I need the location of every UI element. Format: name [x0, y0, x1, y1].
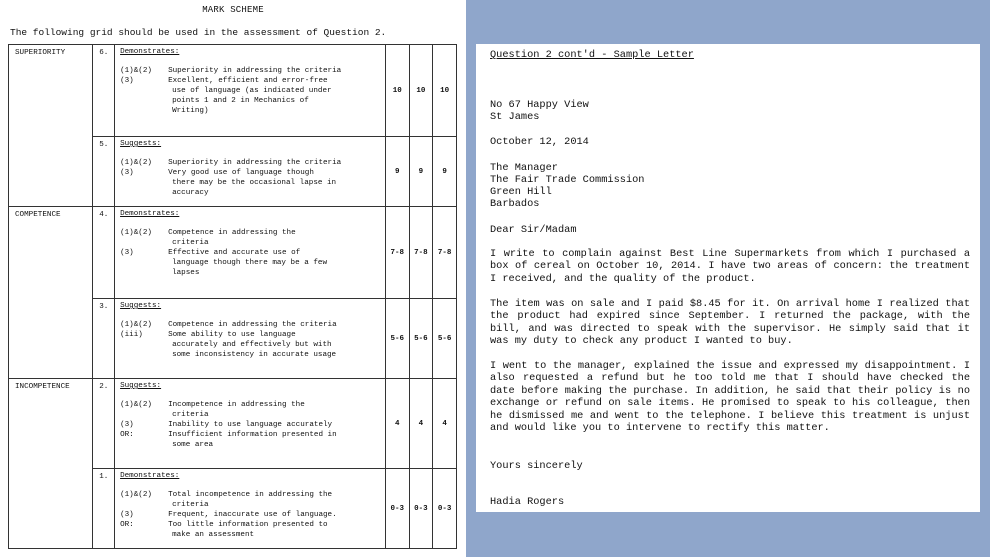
descriptor-line — [120, 248, 382, 258]
descriptor-line — [120, 76, 382, 86]
criteria-tag: (1)&(2) — [120, 321, 152, 329]
criteria-tag — [120, 440, 168, 450]
descriptor-line — [120, 510, 382, 520]
criteria-tag — [120, 96, 168, 106]
criteria-text: Inability to use language accurately — [168, 421, 333, 429]
grid-score: 7-8 — [409, 207, 433, 299]
criteria-text: criteria — [172, 239, 209, 247]
criteria-text: some inconsistency in accurate usage — [172, 351, 337, 359]
grid-score: 9 — [409, 137, 433, 207]
criteria-tag — [120, 350, 168, 360]
criteria-tag — [120, 530, 168, 540]
criteria-text: criteria — [172, 411, 209, 419]
criteria-tag — [120, 340, 168, 350]
descriptor-line — [120, 158, 382, 168]
criteria-text: Too little information presented to — [168, 521, 328, 529]
criteria-tag — [120, 106, 168, 116]
grid-score: 5-6 — [409, 299, 433, 379]
descriptor-line — [120, 430, 382, 440]
criteria-tag: OR: — [120, 431, 134, 439]
letter-panel — [466, 0, 990, 557]
criteria-text: Superiority in addressing the criteria — [168, 159, 342, 167]
mark-scheme-panel — [0, 0, 466, 557]
grid-level: 3. — [93, 299, 115, 379]
grid-row — [9, 45, 457, 137]
criteria-text: accurately and effectively but with — [172, 341, 332, 349]
descriptor-line — [120, 238, 382, 248]
descriptor-line — [120, 188, 382, 198]
descriptor-line — [120, 86, 382, 96]
descriptor-heading: Suggests: — [120, 302, 162, 310]
grid-score: 0-3 — [433, 469, 457, 549]
criteria-tag — [120, 238, 168, 248]
descriptor-line — [120, 96, 382, 106]
criteria-text: Incompetence in addressing the — [168, 401, 305, 409]
grid-level: 6. — [93, 45, 115, 137]
descriptor-heading: Demonstrates: — [120, 48, 180, 56]
grid-score: 10 — [409, 45, 433, 137]
descriptor-line — [120, 420, 382, 430]
descriptor-line — [120, 258, 382, 268]
criteria-tag: (1)&(2) — [120, 229, 152, 237]
sample-letter — [476, 44, 980, 512]
descriptor-line — [120, 106, 382, 116]
criteria-tag — [120, 500, 168, 510]
criteria-tag — [120, 258, 168, 268]
mark-scheme-intro: The following grid should be used in the assessment of Question 2. — [10, 27, 387, 38]
criteria-tag — [120, 86, 168, 96]
descriptor-line — [120, 320, 382, 330]
body-paragraph: The item was on sale and I paid $8.45 for it. On arrival home I realized that the product had expired since September. I returned the package, with the bill, and was directed to speak with the supervisor. He simply said that it was my duty to check any product I wanted to buy. — [490, 298, 970, 348]
grid-level: 1. — [93, 469, 115, 549]
criteria-text: language though there may be a few — [172, 259, 328, 267]
grid-score: 5-6 — [433, 299, 457, 379]
criteria-text: Writing) — [172, 107, 209, 115]
descriptor-line — [120, 350, 382, 360]
grid-category: COMPETENCE — [9, 207, 93, 379]
descriptor-line — [120, 410, 382, 420]
grid-score: 4 — [409, 379, 433, 469]
grid-level: 4. — [93, 207, 115, 299]
grid-score: 5-6 — [385, 299, 409, 379]
grid-descriptor — [115, 299, 386, 379]
body-paragraph: I write to complain against Best Line Supermarkets from which I purchased a box of cereal on October 10, 2014. I have two areas of concern: the treatment I received, and the quality of the product. — [490, 248, 970, 285]
criteria-tag: (1)&(2) — [120, 401, 152, 409]
criteria-text: lapses — [172, 269, 200, 277]
criteria-text: criteria — [172, 501, 209, 509]
grid-score: 4 — [385, 379, 409, 469]
descriptor-line — [120, 178, 382, 188]
descriptor-line — [120, 168, 382, 178]
criteria-text: Excellent, efficient and error-free — [168, 77, 328, 85]
recipient-line: Barbados — [490, 198, 540, 210]
closing: Yours sincerely — [490, 460, 583, 472]
criteria-tag: (3) — [120, 421, 134, 429]
criteria-text: make an assessment — [172, 531, 255, 539]
sender-address-line: St James — [490, 111, 540, 123]
criteria-tag: (3) — [120, 511, 134, 519]
criteria-text: use of language (as indicated under — [172, 87, 332, 95]
criteria-tag — [120, 268, 168, 278]
signature: Hadia Rogers — [490, 496, 565, 508]
descriptor-heading: Suggests: — [120, 140, 162, 148]
grid-descriptor — [115, 469, 386, 549]
grid-descriptor — [115, 45, 386, 137]
criteria-tag — [120, 178, 168, 188]
grid-score: 0-3 — [409, 469, 433, 549]
grid-score: 7-8 — [385, 207, 409, 299]
criteria-text: Effective and accurate use of — [168, 249, 301, 257]
criteria-tag — [120, 188, 168, 198]
grid-level: 2. — [93, 379, 115, 469]
grid-score: 10 — [385, 45, 409, 137]
grid-category: INCOMPETENCE — [9, 379, 93, 549]
mark-scheme-title: MARK SCHEME — [202, 5, 264, 15]
grid-row — [9, 379, 457, 469]
grid-category: SUPERIORITY — [9, 45, 93, 207]
grid-descriptor — [115, 379, 386, 469]
descriptor-line — [120, 520, 382, 530]
criteria-tag: (3) — [120, 77, 134, 85]
recipient-line: The Manager — [490, 162, 558, 174]
grid-level: 5. — [93, 137, 115, 207]
grid-score: 4 — [433, 379, 457, 469]
grid-score: 9 — [385, 137, 409, 207]
salutation: Dear Sir/Madam — [490, 224, 577, 236]
criteria-tag: (1)&(2) — [120, 159, 152, 167]
descriptor-heading: Demonstrates: — [120, 210, 180, 218]
grid-descriptor — [115, 207, 386, 299]
criteria-text: Very good use of language though — [168, 169, 314, 177]
criteria-text: Competence in addressing the criteria — [168, 321, 337, 329]
criteria-text: Competence in addressing the — [168, 229, 296, 237]
criteria-tag: (3) — [120, 249, 134, 257]
descriptor-line — [120, 440, 382, 450]
criteria-text: some area — [172, 441, 214, 449]
criteria-text: Total incompetence in addressing the — [168, 491, 333, 499]
letter-title: Question 2 cont'd - Sample Letter — [490, 49, 694, 61]
descriptor-line — [120, 490, 382, 500]
descriptor-heading: Demonstrates: — [120, 472, 180, 480]
body-paragraph: I went to the manager, explained the issue and expressed my disappointment. I also requested a refund but he too told me that I should have checked the date before making the purchase. In addition, he said that their policy is no exchange or refund on sale items. He promised to speak to his colleague, then he dismissed me and went to the telephone. I believe this treatment is unjust and would like you to intervene to rectify this matter. — [490, 360, 970, 435]
grid-score: 0-3 — [385, 469, 409, 549]
criteria-tag: (1)&(2) — [120, 67, 152, 75]
descriptor-line — [120, 228, 382, 238]
criteria-text: Frequent, inaccurate use of language. — [168, 511, 337, 519]
grid-score: 10 — [433, 45, 457, 137]
descriptor-line — [120, 330, 382, 340]
descriptor-line — [120, 66, 382, 76]
grid-score: 7-8 — [433, 207, 457, 299]
criteria-tag — [120, 410, 168, 420]
descriptor-heading: Suggests: — [120, 382, 162, 390]
grid-descriptor — [115, 137, 386, 207]
criteria-tag: OR: — [120, 521, 134, 529]
criteria-text: Superiority in addressing the criteria — [168, 67, 342, 75]
descriptor-line — [120, 268, 382, 278]
descriptor-line — [120, 530, 382, 540]
recipient-line: The Fair Trade Commission — [490, 174, 645, 186]
criteria-tag: (3) — [120, 169, 134, 177]
descriptor-line — [120, 340, 382, 350]
criteria-tag: (iii) — [120, 331, 143, 339]
criteria-text: Insufficient information presented in — [168, 431, 337, 439]
criteria-text: there may be the occasional lapse in — [172, 179, 337, 187]
sender-address-line: No 67 Happy View — [490, 99, 589, 111]
grid-row — [9, 207, 457, 299]
criteria-tag: (1)&(2) — [120, 491, 152, 499]
letter-date: October 12, 2014 — [490, 136, 589, 148]
criteria-text: points 1 and 2 in Mechanics of — [172, 97, 309, 105]
recipient-line: Green Hill — [490, 186, 552, 198]
descriptor-line — [120, 400, 382, 410]
criteria-text: Some ability to use language — [168, 331, 296, 339]
criteria-text: accuracy — [172, 189, 209, 197]
descriptor-line — [120, 500, 382, 510]
grid-score: 9 — [433, 137, 457, 207]
assessment-grid — [8, 44, 457, 549]
